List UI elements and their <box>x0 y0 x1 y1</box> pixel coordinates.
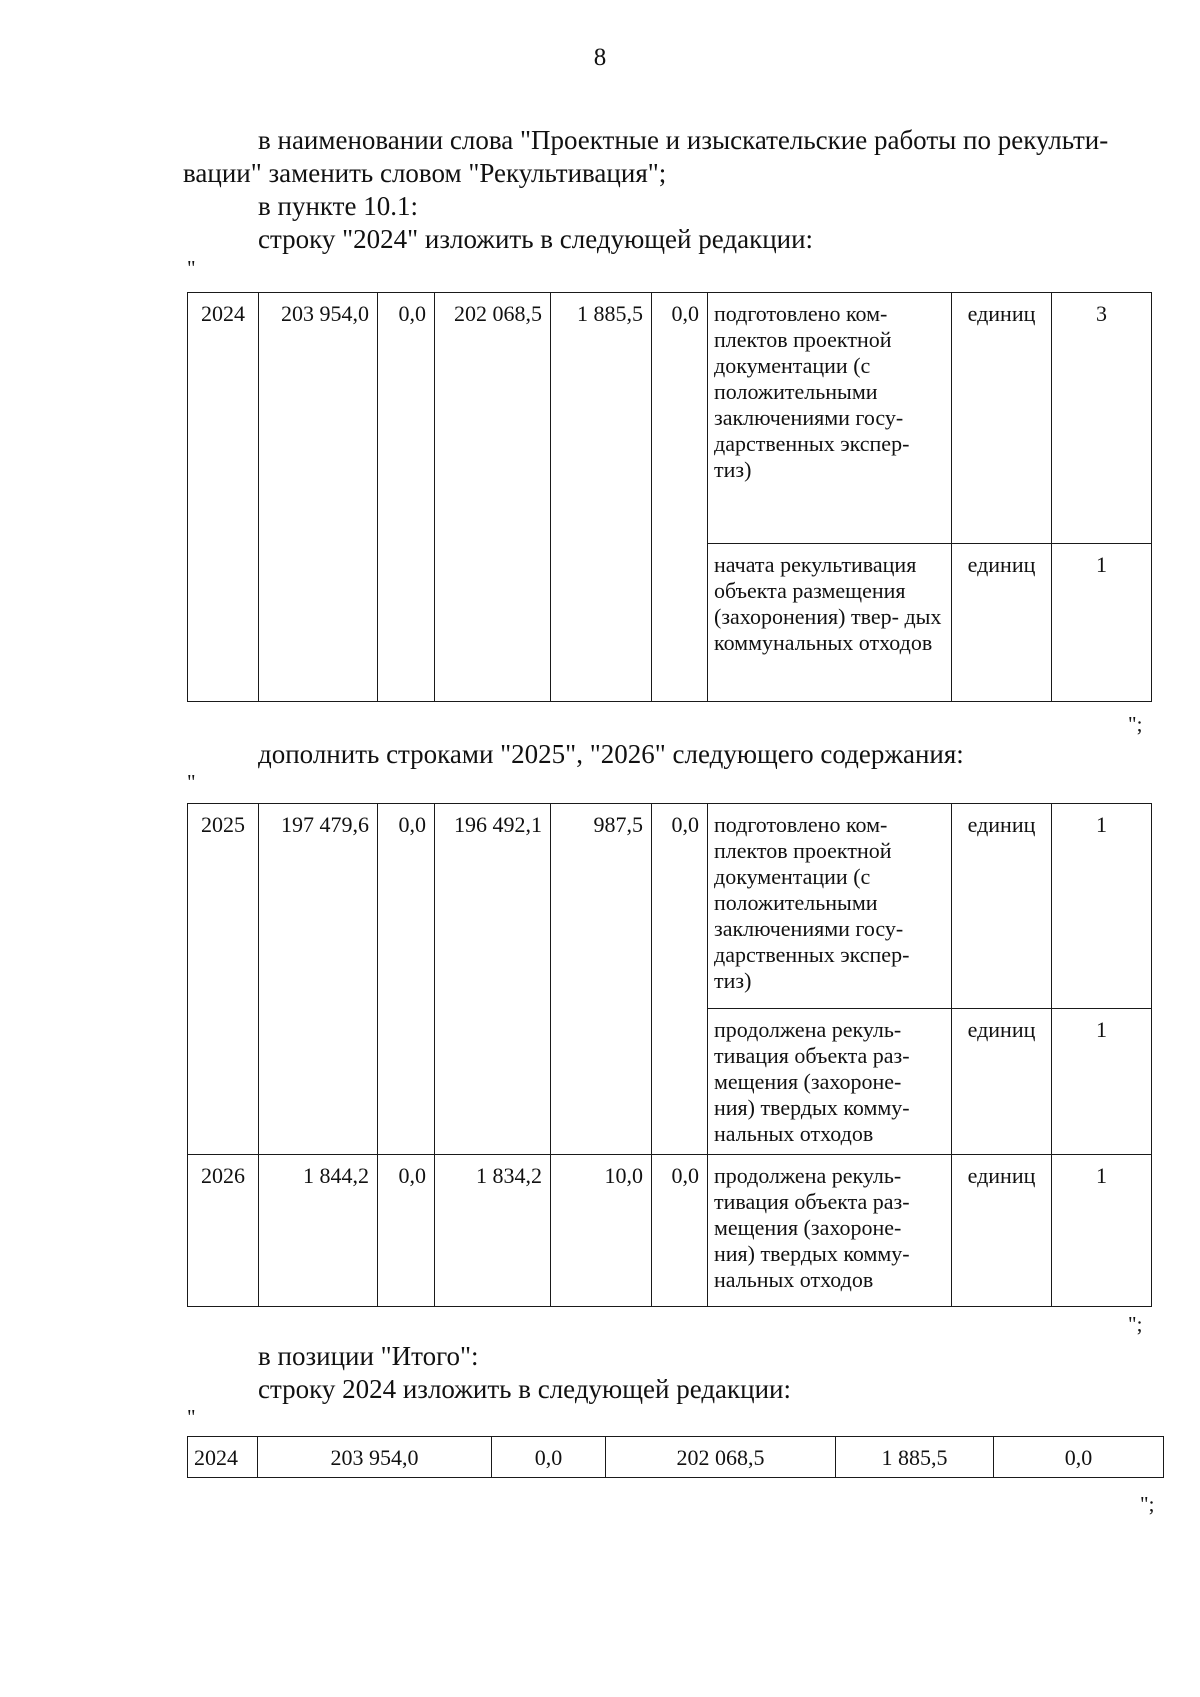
year-cell: 2024 <box>188 1437 258 1478</box>
table-2024 <box>187 292 1152 702</box>
table-total-2024 <box>187 1436 1164 1478</box>
col2-cell: 0,0 <box>378 804 435 1155</box>
intro-line-2: вации" заменить словом "Рекультивация"; <box>183 158 667 188</box>
section3-line-1: в позиции "Итого": <box>258 1341 479 1371</box>
unit-cell: единиц <box>952 804 1052 1009</box>
open-quote-3: " <box>187 1405 196 1429</box>
value-cell: 1 <box>1052 544 1152 702</box>
value-cell: 1 <box>1052 804 1152 1009</box>
unit-cell: единиц <box>952 1009 1052 1155</box>
col3-cell: 202 068,5 <box>606 1437 836 1478</box>
value-cell: 1 <box>1052 1009 1152 1155</box>
indicator-text: начата рекультивация объекта размещения (захоронения) твер- дых коммунальных отходов <box>708 544 952 702</box>
col3-cell: 1 834,2 <box>435 1155 551 1307</box>
close-quote-3: "; <box>1140 1492 1155 1516</box>
year-cell: 2024 <box>188 293 259 702</box>
indicator-text: подготовлено ком- плектов проектной документации (с положительными заключениями госу- дарственных экспер- тиз) <box>708 804 952 1009</box>
table-row <box>188 1437 1164 1478</box>
table-row <box>188 293 1152 544</box>
col4-cell: 10,0 <box>551 1155 652 1307</box>
col4-cell: 987,5 <box>551 804 652 1155</box>
col2-cell: 0,0 <box>378 1155 435 1307</box>
value-cell: 1 <box>1052 1155 1152 1307</box>
indicator-text: подготовлено ком- плектов проектной документации (с положительными заключениями госу- дарственных экспер- тиз) <box>708 293 952 544</box>
intro-line-1: в наименовании слова "Проектные и изыскательские работы по рекульти- <box>258 125 1109 155</box>
page-number: 8 <box>593 44 607 71</box>
open-quote-2: " <box>187 770 196 794</box>
close-quote-2: "; <box>1128 1312 1143 1336</box>
total-cell: 197 479,6 <box>259 804 378 1155</box>
table-row <box>188 804 1152 1009</box>
col4-cell: 1 885,5 <box>836 1437 994 1478</box>
unit-cell: единиц <box>952 544 1052 702</box>
section2-heading: дополнить строками "2025", "2026" следующего содержания: <box>258 739 964 769</box>
unit-cell: единиц <box>952 1155 1052 1307</box>
col3-cell: 196 492,1 <box>435 804 551 1155</box>
col5-cell: 0,0 <box>652 293 708 702</box>
total-cell: 1 844,2 <box>259 1155 378 1307</box>
total-cell: 203 954,0 <box>259 293 378 702</box>
col5-cell: 0,0 <box>652 1155 708 1307</box>
unit-cell: единиц <box>952 293 1052 544</box>
col5-cell: 0,0 <box>652 804 708 1155</box>
indicator-text: продолжена рекуль- тивация объекта раз- мещения (захороне- ния) твердых комму- нальных отходов <box>708 1155 952 1307</box>
col4-cell: 1 885,5 <box>551 293 652 702</box>
table-2025-2026 <box>187 803 1152 1307</box>
value-cell: 3 <box>1052 293 1152 544</box>
total-cell: 203 954,0 <box>258 1437 492 1478</box>
col2-cell: 0,0 <box>378 293 435 702</box>
intro-line-4: строку "2024" изложить в следующей редакции: <box>258 224 814 254</box>
col3-cell: 202 068,5 <box>435 293 551 702</box>
col2-cell: 0,0 <box>492 1437 606 1478</box>
year-cell: 2025 <box>188 804 259 1155</box>
year-cell: 2026 <box>188 1155 259 1307</box>
col5-cell: 0,0 <box>994 1437 1164 1478</box>
open-quote-1: " <box>187 256 196 280</box>
close-quote-1: "; <box>1128 712 1143 736</box>
intro-line-3: в пункте 10.1: <box>258 191 418 221</box>
indicator-text: продолжена рекуль- тивация объекта раз- мещения (захороне- ния) твердых комму- нальных отходов <box>708 1009 952 1155</box>
section3-line-2: строку 2024 изложить в следующей редакции: <box>258 1374 792 1404</box>
table-row <box>188 1155 1152 1307</box>
